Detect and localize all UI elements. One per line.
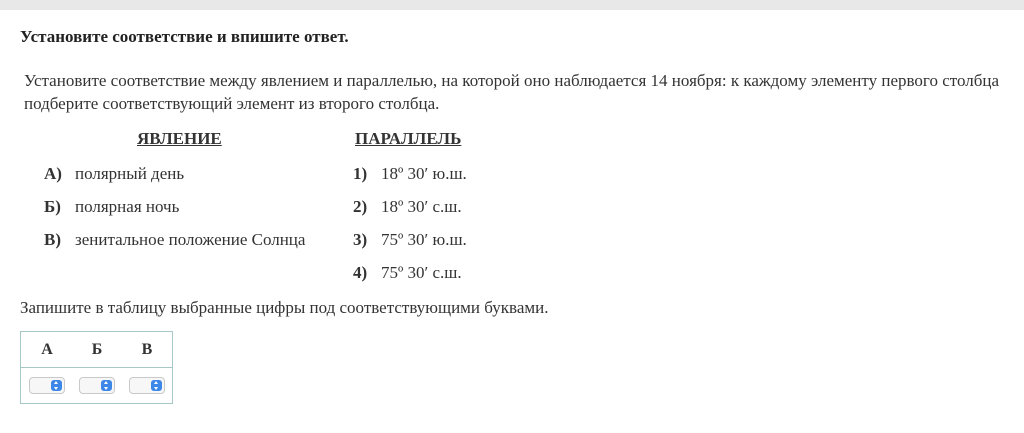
- question-text: Установите соответствие между явлением и параллелью, на которой оно наблюдается 14 ноября: к каждому элементу первого столбца подберите соответствующий элемент из второго столбца.: [24, 71, 1000, 113]
- task-heading: Установите соответствие и впишите ответ.: [20, 27, 349, 46]
- answer-letter-b: Б: [91, 341, 103, 358]
- right-item-1: [353, 164, 467, 184]
- left-item-key: А): [44, 164, 62, 183]
- top-bar: [0, 0, 1024, 10]
- left-column-header: ЯВЛЕНИЕ: [137, 129, 222, 148]
- right-item-4: [353, 263, 462, 283]
- left-item-text: зенитальное положение Солнца: [75, 230, 306, 249]
- left-item-b: [44, 197, 179, 217]
- updown-chevron-icon: [101, 380, 112, 391]
- right-item-text: 75º 30′ с.ш.: [381, 263, 462, 282]
- right-item-3: [353, 230, 467, 250]
- right-item-key: 1): [353, 164, 368, 183]
- answer-select-c[interactable]: [129, 377, 165, 394]
- answer-instruction: Запишите в таблицу выбранные цифры под соответствующими буквами.: [20, 298, 549, 317]
- right-column-header: ПАРАЛЛЕЛЬ: [355, 129, 462, 148]
- left-item-text: полярная ночь: [75, 197, 180, 216]
- answer-table-header: [21, 332, 172, 368]
- left-item-c: [44, 230, 305, 250]
- answer-select-b[interactable]: [79, 377, 115, 394]
- answer-letter-c: В: [141, 341, 153, 358]
- right-item-text: 18º 30′ ю.ш.: [381, 164, 467, 183]
- left-item-key: В): [44, 230, 61, 249]
- right-item-key: 4): [353, 263, 368, 282]
- right-item-text: 75º 30′ ю.ш.: [381, 230, 467, 249]
- right-item-key: 2): [353, 197, 368, 216]
- left-item-text: полярный день: [75, 164, 185, 183]
- left-item-a: [44, 164, 184, 184]
- answer-letter-a: А: [41, 341, 53, 358]
- updown-chevron-icon: [151, 380, 162, 391]
- right-item-text: 18º 30′ с.ш.: [381, 197, 462, 216]
- updown-chevron-icon: [51, 380, 62, 391]
- right-item-2: [353, 197, 462, 217]
- answer-table: [20, 331, 173, 404]
- answer-select-a[interactable]: [29, 377, 65, 394]
- left-item-key: Б): [44, 197, 61, 216]
- right-item-key: 3): [353, 230, 368, 249]
